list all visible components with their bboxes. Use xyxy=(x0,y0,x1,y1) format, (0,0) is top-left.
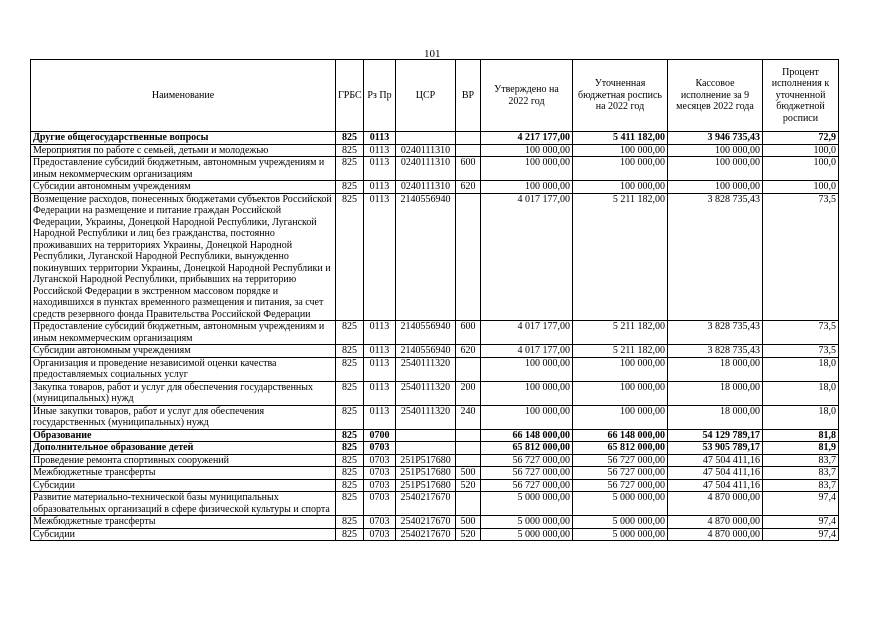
cell-refined: 56 727 000,00 xyxy=(573,467,668,480)
cell-rzpr: 0700 xyxy=(364,429,396,442)
cell-csr: 2540111320 xyxy=(396,405,456,429)
cell-pct: 83,7 xyxy=(763,454,839,467)
cell-approved: 56 727 000,00 xyxy=(481,454,573,467)
cell-cash: 3 828 735,43 xyxy=(668,193,763,321)
cell-csr: 2540217670 xyxy=(396,492,456,516)
cell-approved: 100 000,00 xyxy=(481,357,573,381)
table-row xyxy=(31,193,839,321)
cell-csr xyxy=(396,429,456,442)
cell-name: Проведение ремонта спортивных сооружений xyxy=(31,454,336,467)
header-name: Наименование xyxy=(31,60,336,132)
cell-approved: 56 727 000,00 xyxy=(481,479,573,492)
cell-rzpr: 0113 xyxy=(364,157,396,181)
cell-csr: 251P517680 xyxy=(396,454,456,467)
cell-cash: 53 905 789,17 xyxy=(668,442,763,455)
cell-approved: 5 000 000,00 xyxy=(481,516,573,529)
cell-vr xyxy=(456,429,481,442)
cell-name: Другие общегосударственные вопросы xyxy=(31,132,336,145)
cell-csr: 0240111310 xyxy=(396,144,456,157)
cell-refined: 100 000,00 xyxy=(573,405,668,429)
cell-name: Развитие материально-технической базы муниципальных образовательных организаций в сфере физической культуры и спорта xyxy=(31,492,336,516)
cell-vr: 200 xyxy=(456,381,481,405)
cell-csr: 2140556940 xyxy=(396,193,456,321)
cell-rzpr: 0113 xyxy=(364,193,396,321)
table-row xyxy=(31,492,839,516)
cell-csr: 2540111320 xyxy=(396,357,456,381)
cell-approved: 100 000,00 xyxy=(481,181,573,194)
cell-approved: 5 000 000,00 xyxy=(481,492,573,516)
cell-cash: 47 504 411,16 xyxy=(668,479,763,492)
cell-csr: 2540111320 xyxy=(396,381,456,405)
cell-pct: 100,0 xyxy=(763,144,839,157)
cell-refined: 5 211 182,00 xyxy=(573,321,668,345)
cell-pct: 73,5 xyxy=(763,321,839,345)
cell-vr: 600 xyxy=(456,321,481,345)
cell-csr: 2140556940 xyxy=(396,345,456,358)
cell-refined: 100 000,00 xyxy=(573,357,668,381)
cell-cash: 18 000,00 xyxy=(668,357,763,381)
cell-pct: 83,7 xyxy=(763,467,839,480)
cell-grbs: 825 xyxy=(336,144,364,157)
table-row xyxy=(31,454,839,467)
cell-name: Организация и проведение независимой оценки качества предоставляемых социальных услуг xyxy=(31,357,336,381)
cell-rzpr: 0113 xyxy=(364,144,396,157)
header-vr: ВР xyxy=(456,60,481,132)
cell-pct: 97,4 xyxy=(763,528,839,541)
cell-refined: 100 000,00 xyxy=(573,381,668,405)
cell-approved: 4 017 177,00 xyxy=(481,345,573,358)
cell-grbs: 825 xyxy=(336,193,364,321)
cell-name: Субсидии xyxy=(31,528,336,541)
cell-approved: 5 000 000,00 xyxy=(481,528,573,541)
cell-pct: 83,7 xyxy=(763,479,839,492)
cell-refined: 66 148 000,00 xyxy=(573,429,668,442)
cell-cash: 3 946 735,43 xyxy=(668,132,763,145)
cell-approved: 4 017 177,00 xyxy=(481,321,573,345)
cell-grbs: 825 xyxy=(336,429,364,442)
cell-csr xyxy=(396,132,456,145)
cell-approved: 56 727 000,00 xyxy=(481,467,573,480)
table-row xyxy=(31,528,839,541)
cell-vr: 520 xyxy=(456,479,481,492)
cell-cash: 100 000,00 xyxy=(668,144,763,157)
cell-grbs: 825 xyxy=(336,157,364,181)
cell-refined: 100 000,00 xyxy=(573,157,668,181)
cell-rzpr: 0703 xyxy=(364,442,396,455)
cell-csr: 2540217670 xyxy=(396,528,456,541)
cell-approved: 4 017 177,00 xyxy=(481,193,573,321)
cell-approved: 66 148 000,00 xyxy=(481,429,573,442)
cell-cash: 47 504 411,16 xyxy=(668,454,763,467)
cell-rzpr: 0113 xyxy=(364,405,396,429)
table-row xyxy=(31,345,839,358)
cell-vr: 620 xyxy=(456,345,481,358)
table-row xyxy=(31,442,839,455)
cell-grbs: 825 xyxy=(336,479,364,492)
cell-approved: 4 217 177,00 xyxy=(481,132,573,145)
cell-rzpr: 0113 xyxy=(364,132,396,145)
cell-csr: 251P517680 xyxy=(396,479,456,492)
cell-refined: 100 000,00 xyxy=(573,144,668,157)
cell-refined: 5 411 182,00 xyxy=(573,132,668,145)
cell-rzpr: 0703 xyxy=(364,479,396,492)
table-row xyxy=(31,181,839,194)
cell-pct: 100,0 xyxy=(763,181,839,194)
table-row xyxy=(31,132,839,145)
cell-pct: 18,0 xyxy=(763,405,839,429)
cell-vr: 240 xyxy=(456,405,481,429)
cell-vr xyxy=(456,132,481,145)
cell-grbs: 825 xyxy=(336,454,364,467)
cell-cash: 4 870 000,00 xyxy=(668,528,763,541)
cell-pct: 97,4 xyxy=(763,516,839,529)
cell-cash: 54 129 789,17 xyxy=(668,429,763,442)
cell-vr xyxy=(456,442,481,455)
cell-cash: 3 828 735,43 xyxy=(668,321,763,345)
cell-approved: 65 812 000,00 xyxy=(481,442,573,455)
cell-approved: 100 000,00 xyxy=(481,381,573,405)
cell-pct: 18,0 xyxy=(763,357,839,381)
cell-name: Субсидии xyxy=(31,479,336,492)
table-row xyxy=(31,516,839,529)
cell-grbs: 825 xyxy=(336,467,364,480)
cell-refined: 5 000 000,00 xyxy=(573,528,668,541)
cell-csr: 251P517680 xyxy=(396,467,456,480)
cell-rzpr: 0703 xyxy=(364,454,396,467)
header-cash: Кассовое исполнение за 9 месяцев 2022 года xyxy=(668,60,763,132)
table-row xyxy=(31,144,839,157)
cell-refined: 65 812 000,00 xyxy=(573,442,668,455)
header-approved: Утверждено на 2022 год xyxy=(481,60,573,132)
table-row xyxy=(31,381,839,405)
cell-grbs: 825 xyxy=(336,405,364,429)
cell-vr xyxy=(456,193,481,321)
cell-grbs: 825 xyxy=(336,345,364,358)
cell-name: Мероприятия по работе с семьей, детьми и молодежью xyxy=(31,144,336,157)
cell-refined: 5 211 182,00 xyxy=(573,345,668,358)
cell-rzpr: 0113 xyxy=(364,181,396,194)
cell-approved: 100 000,00 xyxy=(481,144,573,157)
cell-grbs: 825 xyxy=(336,181,364,194)
table-row xyxy=(31,157,839,181)
header-refined: Уточненная бюджетная роспись на 2022 год xyxy=(573,60,668,132)
cell-name: Субсидии автономным учреждениям xyxy=(31,181,336,194)
budget-table xyxy=(30,59,839,541)
cell-rzpr: 0703 xyxy=(364,467,396,480)
cell-approved: 100 000,00 xyxy=(481,157,573,181)
header-grbs: ГРБС xyxy=(336,60,364,132)
cell-vr xyxy=(456,492,481,516)
cell-csr: 0240111310 xyxy=(396,157,456,181)
cell-cash: 18 000,00 xyxy=(668,381,763,405)
cell-vr xyxy=(456,357,481,381)
cell-vr: 500 xyxy=(456,516,481,529)
cell-name: Предоставление субсидий бюджетным, автономным учреждениям и иным некоммерческим организациям xyxy=(31,157,336,181)
cell-pct: 72,9 xyxy=(763,132,839,145)
cell-csr: 2540217670 xyxy=(396,516,456,529)
cell-csr xyxy=(396,442,456,455)
cell-pct: 73,5 xyxy=(763,193,839,321)
cell-cash: 100 000,00 xyxy=(668,181,763,194)
cell-grbs: 825 xyxy=(336,516,364,529)
cell-cash: 4 870 000,00 xyxy=(668,492,763,516)
cell-grbs: 825 xyxy=(336,492,364,516)
cell-grbs: 825 xyxy=(336,321,364,345)
cell-name: Межбюджетные трансферты xyxy=(31,467,336,480)
table-row xyxy=(31,479,839,492)
header-csr: ЦСР xyxy=(396,60,456,132)
cell-name: Иные закупки товаров, работ и услуг для обеспечения государственных (муниципальных) нужд xyxy=(31,405,336,429)
cell-pct: 18,0 xyxy=(763,381,839,405)
cell-vr: 620 xyxy=(456,181,481,194)
cell-refined: 56 727 000,00 xyxy=(573,454,668,467)
cell-grbs: 825 xyxy=(336,528,364,541)
cell-cash: 3 828 735,43 xyxy=(668,345,763,358)
cell-name: Возмещение расходов, понесенных бюджетами субъектов Российской Федерации на размещение и питание граждан Российской Федерации, Украины, Донецкой Народной Республики, Луганской Народной Республики и лиц без гражданства, постоянно проживавших на территориях Украины, Донецкой Народной Республики, Луганской Народной Республики, вынужденно покинувших территории Украины, Донецкой Народной Республики и Луганской Народной Республики, прибывших на территорию Российской Федерации в экстренном массовом порядке и находившихся в пунктах временного размещения и питания, за счет средств резервного фонда Правительства Российской Федерации xyxy=(31,193,336,321)
cell-rzpr: 0113 xyxy=(364,357,396,381)
cell-rzpr: 0703 xyxy=(364,492,396,516)
cell-pct: 81,8 xyxy=(763,429,839,442)
cell-cash: 4 870 000,00 xyxy=(668,516,763,529)
cell-name: Межбюджетные трансферты xyxy=(31,516,336,529)
cell-name: Дополнительное образование детей xyxy=(31,442,336,455)
cell-name: Субсидии автономным учреждениям xyxy=(31,345,336,358)
cell-csr: 0240111310 xyxy=(396,181,456,194)
cell-pct: 81,9 xyxy=(763,442,839,455)
cell-cash: 100 000,00 xyxy=(668,157,763,181)
header-rzpr: Рз Пр xyxy=(364,60,396,132)
cell-cash: 18 000,00 xyxy=(668,405,763,429)
cell-refined: 100 000,00 xyxy=(573,181,668,194)
cell-refined: 56 727 000,00 xyxy=(573,479,668,492)
cell-vr xyxy=(456,144,481,157)
cell-refined: 5 211 182,00 xyxy=(573,193,668,321)
cell-rzpr: 0113 xyxy=(364,381,396,405)
table-row xyxy=(31,405,839,429)
cell-refined: 5 000 000,00 xyxy=(573,492,668,516)
cell-refined: 5 000 000,00 xyxy=(573,516,668,529)
cell-pct: 97,4 xyxy=(763,492,839,516)
table-row xyxy=(31,429,839,442)
page-number: 101 xyxy=(424,48,441,60)
cell-csr: 2140556940 xyxy=(396,321,456,345)
cell-name: Предоставление субсидий бюджетным, автономным учреждениям и иным некоммерческим организациям xyxy=(31,321,336,345)
cell-vr: 520 xyxy=(456,528,481,541)
cell-rzpr: 0113 xyxy=(364,345,396,358)
table-header-row xyxy=(31,60,839,132)
cell-rzpr: 0703 xyxy=(364,516,396,529)
cell-cash: 47 504 411,16 xyxy=(668,467,763,480)
table-row xyxy=(31,321,839,345)
cell-vr xyxy=(456,454,481,467)
cell-pct: 100,0 xyxy=(763,157,839,181)
cell-rzpr: 0703 xyxy=(364,528,396,541)
cell-grbs: 825 xyxy=(336,357,364,381)
table-row xyxy=(31,467,839,480)
cell-grbs: 825 xyxy=(336,442,364,455)
cell-name: Образование xyxy=(31,429,336,442)
cell-rzpr: 0113 xyxy=(364,321,396,345)
cell-pct: 73,5 xyxy=(763,345,839,358)
header-percent: Процент исполнения к уточненной бюджетной росписи xyxy=(763,60,839,132)
cell-approved: 100 000,00 xyxy=(481,405,573,429)
table-row xyxy=(31,357,839,381)
cell-vr: 600 xyxy=(456,157,481,181)
cell-name: Закупка товаров, работ и услуг для обеспечения государственных (муниципальных) нужд xyxy=(31,381,336,405)
cell-grbs: 825 xyxy=(336,132,364,145)
cell-vr: 500 xyxy=(456,467,481,480)
cell-grbs: 825 xyxy=(336,381,364,405)
